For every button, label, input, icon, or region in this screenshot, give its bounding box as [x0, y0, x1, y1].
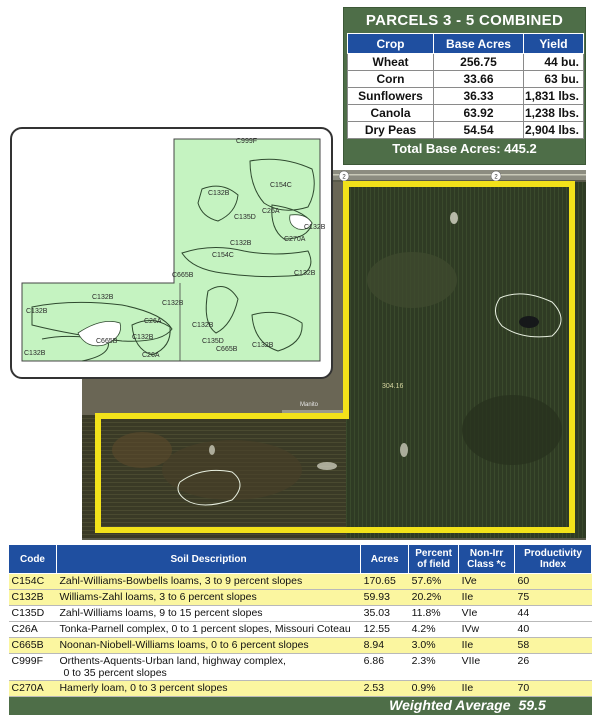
soil-description: Hamerly loam, 0 to 3 percent slopes [56, 681, 360, 697]
crop-name: Dry Peas [348, 122, 434, 139]
soil-description-line: Orthents-Aquents-Urban land, highway complex, [59, 655, 286, 667]
crop-yield: 1,238 lbs. [524, 105, 584, 122]
crop-row [348, 88, 584, 105]
soil-table [8, 544, 592, 715]
soil-class: VIe [459, 606, 515, 622]
soil-code: C999F [9, 654, 57, 681]
soil-map-inset [10, 127, 333, 379]
soil-description [56, 654, 360, 681]
soil-code: C270A [9, 681, 57, 697]
road-label: Manito [300, 402, 319, 408]
crop-acres: 36.33 [434, 88, 524, 105]
crop-acres: 33.66 [434, 71, 524, 88]
soil-acres: 8.94 [361, 638, 409, 654]
soil-class: IIe [459, 590, 515, 606]
crop-summary-title: PARCELS 3 - 5 COMBINED [365, 12, 564, 29]
soil-unit-label: C132B [230, 240, 252, 247]
soil-class: VIIe [459, 654, 515, 681]
soil-unit-label: C132B [304, 224, 326, 231]
soil-class: IIe [459, 681, 515, 697]
crop-row [348, 54, 584, 71]
soil-class: IIe [459, 638, 515, 654]
weighted-average-row [9, 697, 592, 715]
soil-unit-label: C26A [144, 318, 162, 325]
soil-productivity: 60 [515, 574, 592, 590]
crop-header-crop: Crop [348, 34, 434, 54]
soil-unit-label: C26A [262, 208, 280, 215]
field-acreage-label: 304.16 [382, 383, 404, 390]
crop-acres: 256.75 [434, 54, 524, 71]
soil-unit-label: C132B [252, 342, 274, 349]
crop-yield: 2,904 lbs. [524, 122, 584, 139]
soil-header-code: Code [9, 545, 57, 574]
crop-name: Corn [348, 71, 434, 88]
soil-productivity: 58 [515, 638, 592, 654]
soil-percent: 4.2% [409, 622, 459, 638]
soil-header-productivity: Productivity Index [515, 545, 592, 574]
soil-unit-label: C132B [208, 190, 230, 197]
weighted-average-label: Weighted Average [9, 697, 515, 715]
soil-row [9, 654, 592, 681]
highway-shield-label: 2 [342, 174, 346, 181]
soil-unit-label: C665B [172, 272, 194, 279]
soil-acres: 6.86 [361, 654, 409, 681]
crop-header-yield: Yield [524, 34, 584, 54]
soil-row [9, 606, 592, 622]
soil-description: Noonan-Niobell-Williams loams, 0 to 6 percent slopes [56, 638, 360, 654]
crop-row [348, 105, 584, 122]
soil-unit-label: C270A [284, 236, 306, 243]
soil-productivity: 75 [515, 590, 592, 606]
highway-shield-label: 2 [494, 174, 498, 181]
soil-acres: 35.03 [361, 606, 409, 622]
crop-acres: 54.54 [434, 122, 524, 139]
crop-name: Wheat [348, 54, 434, 71]
crop-yield: 63 bu. [524, 71, 584, 88]
soil-percent: 11.8% [409, 606, 459, 622]
weighted-average-value: 59.5 [515, 697, 592, 715]
soil-code: C665B [9, 638, 57, 654]
soil-description: Zahl-Williams loams, 9 to 15 percent slopes [56, 606, 360, 622]
soil-code: C135D [9, 606, 57, 622]
soil-unit-label: C665B [96, 338, 118, 345]
crop-table [347, 33, 584, 139]
soil-productivity: 40 [515, 622, 592, 638]
soil-description: Zahl-Williams-Bowbells loams, 3 to 9 percent slopes [56, 574, 360, 590]
soil-row [9, 590, 592, 606]
soil-class: IVw [459, 622, 515, 638]
soil-unit-label: C132B [24, 350, 46, 357]
soil-unit-label: C132B [162, 300, 184, 307]
soil-unit-label: C154C [212, 252, 234, 259]
crop-yield: 44 bu. [524, 54, 584, 71]
soil-row [9, 638, 592, 654]
crop-row [348, 122, 584, 139]
crop-name: Sunflowers [348, 88, 434, 105]
soil-productivity: 70 [515, 681, 592, 697]
soil-percent: 20.2% [409, 590, 459, 606]
soil-unit-label: C665B [216, 346, 238, 353]
soil-row [9, 574, 592, 590]
soil-percent: 3.0% [409, 638, 459, 654]
soil-acres: 12.55 [361, 622, 409, 638]
soil-productivity: 26 [515, 654, 592, 681]
soil-header-acres: Acres [361, 545, 409, 574]
soil-acres: 59.93 [361, 590, 409, 606]
soil-row [9, 681, 592, 697]
soil-unit-label: C135D [202, 338, 224, 345]
soil-row [9, 622, 592, 638]
soil-percent: 2.3% [409, 654, 459, 681]
soil-percent: 0.9% [409, 681, 459, 697]
soil-description: Tonka-Parnell complex, 0 to 1 percent slopes, Missouri Coteau [56, 622, 360, 638]
crop-name: Canola [348, 105, 434, 122]
soil-acres: 170.65 [361, 574, 409, 590]
soil-code: C154C [9, 574, 57, 590]
soil-unit-label: C132B [294, 270, 316, 277]
crop-header-acres: Base Acres [434, 34, 524, 54]
crop-yield: 1,831 lbs. [524, 88, 584, 105]
soil-unit-label: C132B [26, 308, 48, 315]
soil-header-description: Soil Description [56, 545, 360, 574]
soil-description-line: 0 to 35 percent slopes [63, 667, 167, 679]
soil-unit-label: C154C [270, 182, 292, 189]
soil-unit-label: C135D [234, 214, 256, 221]
soil-acres: 2.53 [361, 681, 409, 697]
soil-unit-label: C132B [92, 294, 114, 301]
soil-header-percent: Percent of field [409, 545, 459, 574]
soil-header-class: Non-Irr Class *c [459, 545, 515, 574]
soil-productivity: 44 [515, 606, 592, 622]
crop-acres: 63.92 [434, 105, 524, 122]
crop-summary-panel [343, 7, 586, 165]
soil-code: C26A [9, 622, 57, 638]
soil-unit-label: C132B [192, 322, 214, 329]
soil-unit-label: C132B [132, 334, 154, 341]
soil-unit-label: C26A [142, 352, 160, 359]
soil-code: C132B [9, 590, 57, 606]
soil-percent: 57.6% [409, 574, 459, 590]
soil-unit-label: C999F [236, 138, 258, 145]
crop-row [348, 71, 584, 88]
soil-class: IVe [459, 574, 515, 590]
total-base-acres: Total Base Acres: 445.2 [392, 141, 537, 156]
soil-description: Williams-Zahl loams, 3 to 6 percent slopes [56, 590, 360, 606]
